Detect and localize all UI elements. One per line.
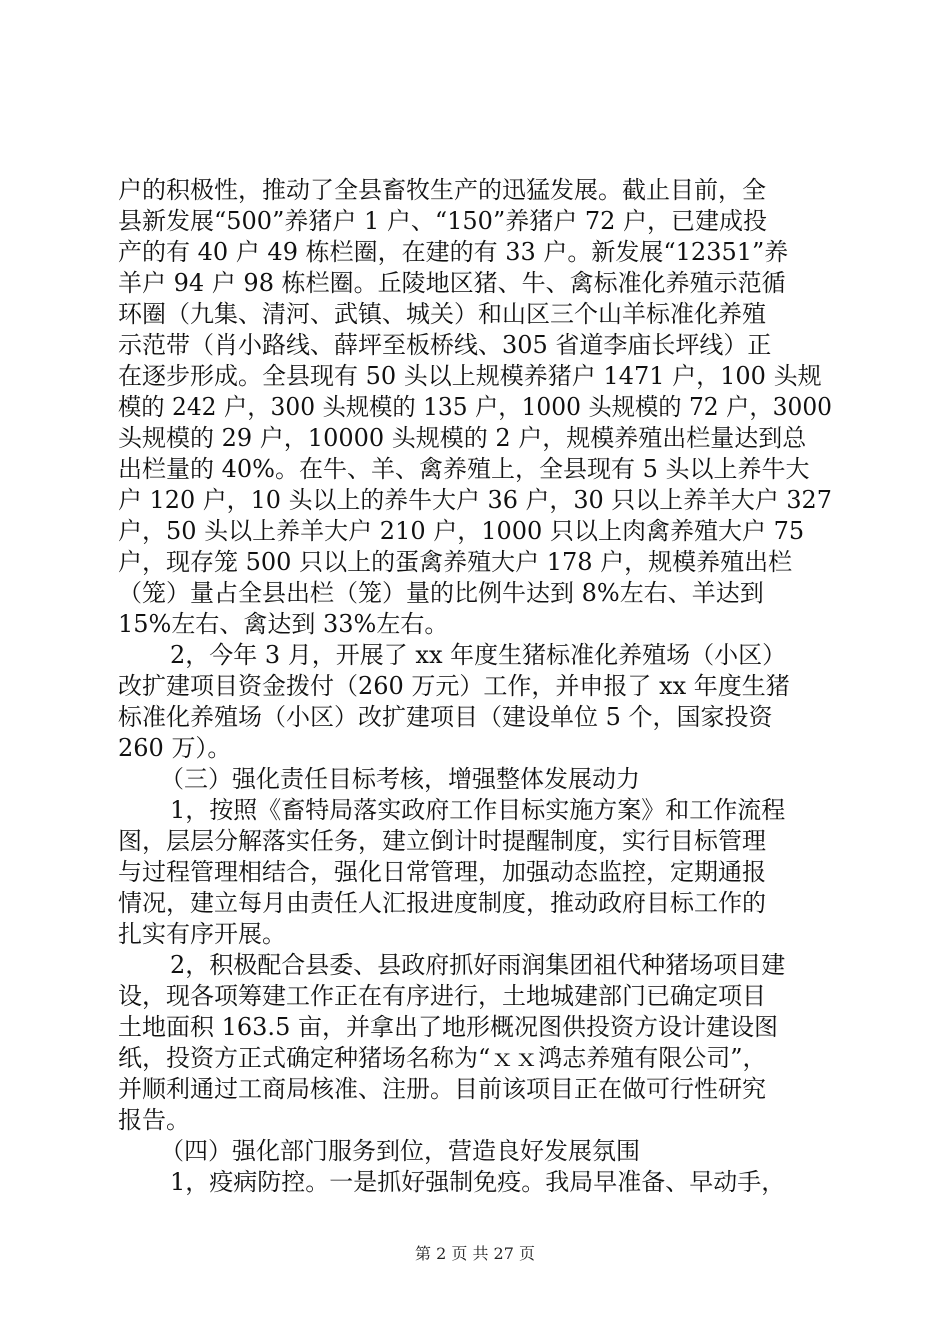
text-run: 示范带（肖小路线、薛坪至板桥线、305 省道李庙长坪线）正 [118,331,772,359]
text-run: 羊户 94 户 98 栋栏圈。丘陵地区猪、牛、禽标准化养殖示范循 [118,269,786,297]
text-run: 户 120 户，10 头以上的养牛大户 36 户，30 只以上养羊大户 327 [118,486,832,514]
page-footer: 第 2 页 共 27 页 [415,1244,535,1263]
text-run: 标准化养殖场（小区）改扩建项目（建设单位 5 个，国家投资 [118,703,773,731]
text-run: 1，疫病防控。一是抓好强制免疫。我局早准备、早动手， [170,1168,786,1196]
text-run: 户的积极性，推动了全县畜牧生产的迅猛发展。截止目前，全 [118,176,766,204]
text-run: 模的 242 户，300 头规模的 135 户，1000 头规模的 72 户，3000 [118,393,832,421]
text-run: 2，积极配合县委、县政府抓好雨润集团祖代种猪场项目建 [170,951,786,979]
text-run: 报告。 [118,1106,190,1134]
text-run: 2，今年 3 月，开展了 xx 年度生猪标准化养殖场（小区） [170,641,787,669]
text-run: 设，现各项筹建工作正在有序进行，土地城建部门已确定项目 [118,982,766,1010]
text-run: 260 万）。 [118,734,232,762]
text-run: 图，层层分解落实任务，建立倒计时提醒制度，实行目标管理 [118,827,766,855]
text-run: 环圈（九集、清河、武镇、城关）和山区三个山羊标准化养殖 [118,300,766,328]
text-run: 纸，投资方正式确定种猪场名称为“ｘｘ鸿志养殖有限公司”， [118,1044,767,1072]
text-line [0,1164,950,1200]
text-run: （三）强化责任目标考核，增强整体发展动力 [160,765,640,793]
text-run: （笼）量占全县出栏（笼）量的比例牛达到 8%左右、羊达到 [118,579,764,607]
text-run: 改扩建项目资金拨付（260 万元）工作，并申报了 xx 年度生猪 [118,672,790,700]
text-run: 并顺利通过工商局核准、注册。目前该项目正在做可行性研究 [118,1075,766,1103]
text-run: 1，按照《畜特局落实政府工作目标实施方案》和工作流程 [170,796,786,824]
text-run: 在逐步形成。全县现有 50 头以上规模养猪户 1471 户，100 头规 [118,362,822,390]
text-run: 户，50 头以上养羊大户 210 户，1000 只以上肉禽养殖大户 75 [118,517,805,545]
text-run: （四）强化部门服务到位，营造良好发展氛围 [160,1137,640,1165]
text-run: 出栏量的 40%。在牛、羊、禽养殖上，全县现有 5 头以上养牛大 [118,455,810,483]
text-run: 头规模的 29 户，10000 头规模的 2 户，规模养殖出栏量达到总 [118,424,807,452]
text-run: 15%左右、禽达到 33%左右。 [118,610,449,638]
text-run: 与过程管理相结合，强化日常管理，加强动态监控，定期通报 [118,858,766,886]
text-run: 产的有 40 户 49 栋栏圈，在建的有 33 户。新发展“12351”养 [118,238,789,266]
text-run: 扎实有序开展。 [118,920,286,948]
text-run: 土地面积 163.5 亩，并拿出了地形概况图供投资方设计建设图 [118,1013,778,1041]
text-run: 县新发展“500”养猪户 1 户、“150”养猪户 72 户，已建成投 [118,207,768,235]
text-run: 户，现存笼 500 只以上的蛋禽养殖大户 178 户，规模养殖出栏 [118,548,793,576]
text-run: 情况，建立每月由责任人汇报进度制度，推动政府目标工作的 [118,889,766,917]
